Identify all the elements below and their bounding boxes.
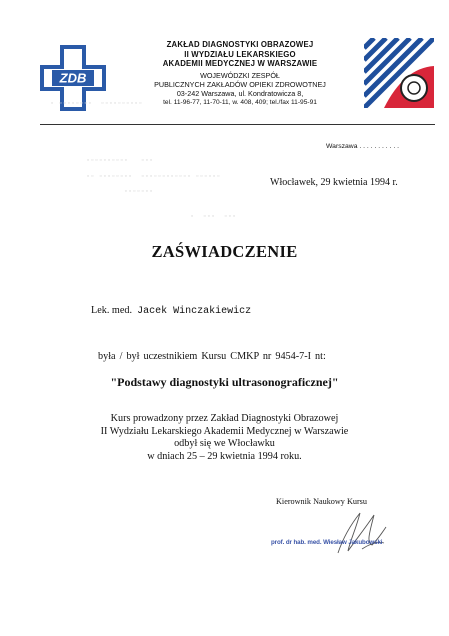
institution-name <box>120 40 360 69</box>
institution-line: ZAKŁAD DIAGNOSTYKI OBRAZOWEJ <box>166 40 314 49</box>
signature-stamp: prof. dr hab. med. Wiesław Jakubowski <box>271 539 383 546</box>
faint-stamp: ▫▫▫▫▫▫▫▫▫▫ ▫▫▫ <box>86 157 154 165</box>
institution-line: II WYDZIAŁU LEKARSKIEGO <box>184 49 296 59</box>
course-detail-line: odbył się we Włocławku <box>174 438 275 449</box>
participation-text: była / był uczestnikiem Kursu CMKP nr 9454-7-I nt: <box>98 351 326 362</box>
header-divider <box>40 124 435 125</box>
course-detail-line: w dniach 25 – 29 kwietnia 1994 roku. <box>147 450 302 462</box>
address: 03-242 Warszawa, ul. Kondratowicza 8, <box>176 89 304 98</box>
faint-stamp: ▫▫ ▫▫▫▫▫▫▫▫ ▫▫▫▫▫▫▫▫▫▫▫▫ ▫▫▫▫▫▫ <box>86 173 221 181</box>
faint-stamp: ▫ ▫▫▫▫▫▫▫▫ ▫▫▫▫▫▫▫▫▫▫ <box>50 100 143 108</box>
course-detail-line: Kurs prowadzony przez Zakład Diagnostyki Obrazowej <box>110 413 339 424</box>
course-title: "Podstawy diagnostyki ultrasonograficznej" <box>110 375 339 389</box>
recipient-name: Jacek Winczakiewicz <box>137 306 252 317</box>
institution-line: AKADEMII MEDYCZNEJ W WARSZAWIE <box>162 59 318 68</box>
participation-statement <box>98 351 326 362</box>
place-line: Warszawa . . . . . . . . . . . <box>326 143 400 150</box>
parent-line: WOJEWÓDZKI ZESPÓŁ <box>200 71 280 80</box>
decorative-emblem <box>364 38 434 108</box>
document-title: ZAŚWIADCZENIE <box>151 242 298 261</box>
parent-organization <box>120 71 360 107</box>
faint-stamp: ▫▫▫▫▫▫▫ <box>86 188 154 196</box>
faint-stamp: ▫ ▫▫▫ ▫▫▫ <box>190 213 237 221</box>
signature-role: Kierownik Naukowy Kursu <box>276 497 367 506</box>
parent-line: PUBLICZNYCH ZAKŁADÓW OPIEKI ZDROWOTNEJ <box>154 80 326 89</box>
phones: tel. 11-96-77, 11-70-11, w. 408, 409; tel./fax 11-95-91 <box>163 99 317 106</box>
recipient-prefix: Lek. med. <box>91 305 133 316</box>
course-details <box>0 413 449 463</box>
recipient <box>91 305 251 317</box>
logo-text: ZDB <box>59 70 87 86</box>
handwritten-signature <box>332 505 392 565</box>
course-detail-line: II Wydziału Lekarskiego Akademii Medycznej w Warszawie <box>100 425 349 437</box>
issue-date: Włocławek, 29 kwietnia 1994 r. <box>270 177 398 188</box>
